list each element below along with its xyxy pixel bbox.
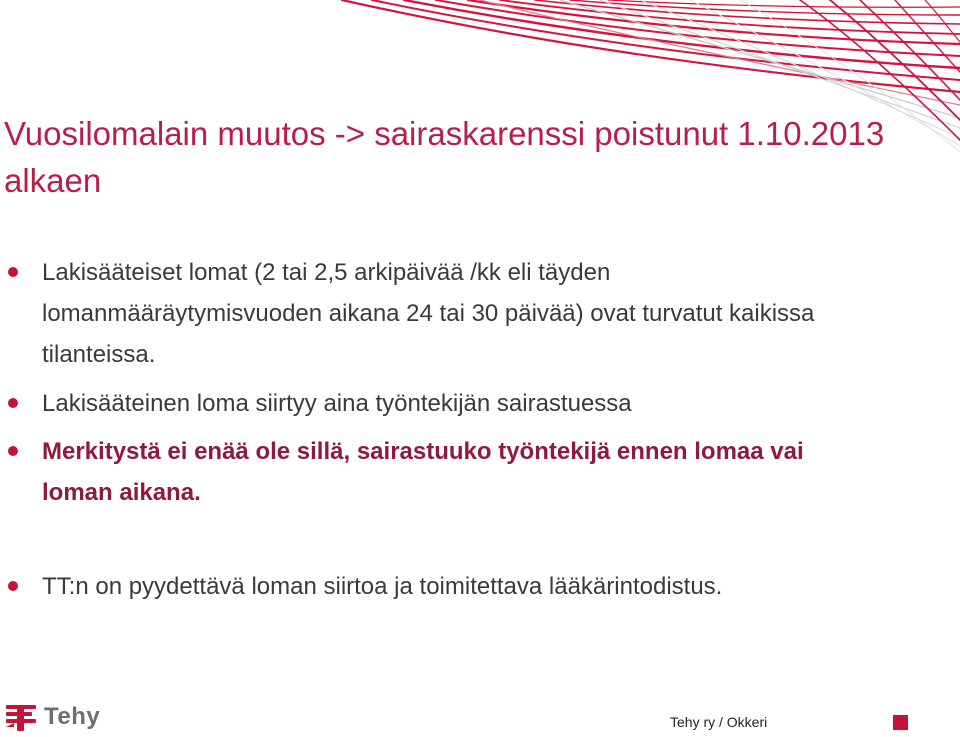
bullet-item: [8, 252, 868, 375]
bullet-item: [8, 383, 868, 424]
bullet-text: Lakisääteinen loma siirtyy aina työntekijän sairastuessa: [42, 390, 632, 417]
bullet-text: TT:n on pyydettävä loman siirtoa ja toimitettava lääkärintodistus.: [42, 573, 723, 600]
bullet-dot-icon: [8, 446, 18, 456]
bullet-item: [8, 566, 868, 607]
bullet-text-emphasis: Merkitystä ei enää ole sillä, sairastuuko työntekijä ennen lomaa vai loman aikana.: [42, 438, 804, 506]
footer-square-icon: [893, 715, 908, 730]
logo-wordmark: Tehy: [44, 703, 101, 730]
bullet-item: [8, 431, 868, 513]
bullet-text: Lakisääteiset lomat (2 tai 2,5 arkipäivää /kk eli täyden lomanmääräytymisvuoden aikana 24 tai 30 päivää) ovat turvatut kaikissa tilanteissa.: [42, 259, 815, 368]
bullet-dot-icon: [8, 581, 18, 591]
slide-title: Vuosilomalain muutos -> sairaskarenssi poistunut 1.10.2013 alkaen: [4, 115, 885, 199]
bullet-dot-icon: [8, 267, 18, 277]
bullet-dot-icon: [8, 398, 18, 408]
footer-credit: Tehy ry / Okkeri: [670, 714, 768, 730]
